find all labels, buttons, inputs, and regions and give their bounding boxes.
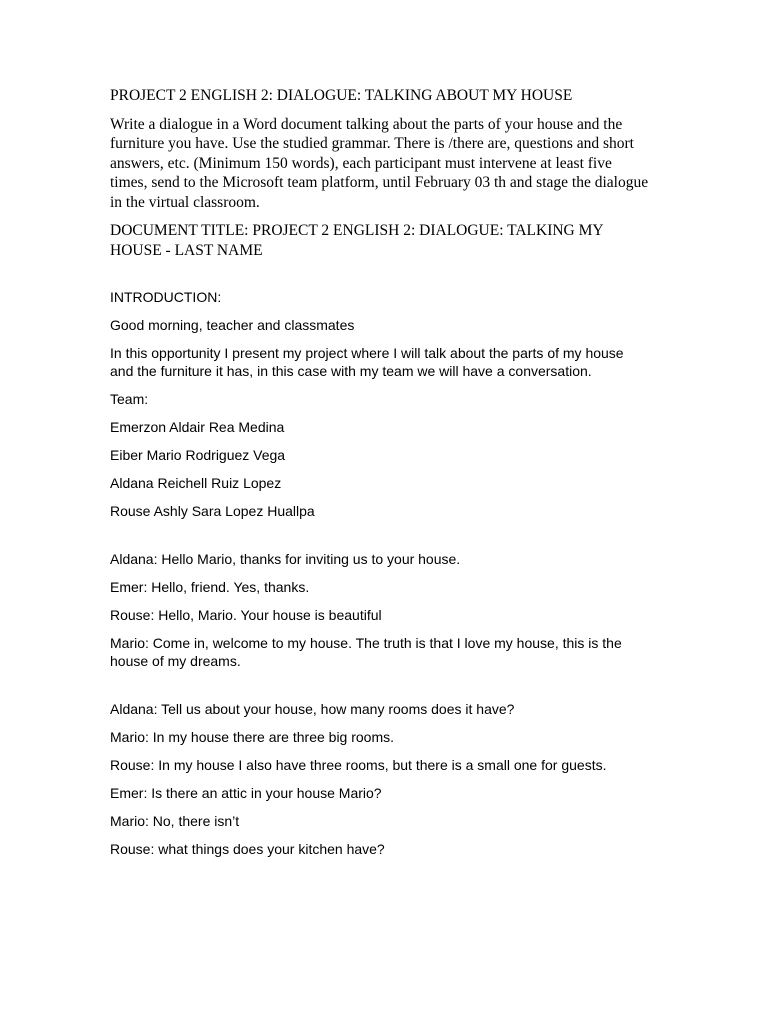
team-label: Team: [110,391,149,407]
dialogue-line: Rouse: what things does your kitchen have? [110,841,385,857]
document-title: PROJECT 2 ENGLISH 2: DIALOGUE: TALKING ABOUT MY HOUSE [110,87,573,104]
assignment-instructions: Write a dialogue in a Word document talking about the parts of your house and the furniture you have. Use the studied grammar. There is /there are, questions and short answers, etc. (Minimum 150 words), each participant must intervene at least five times, send to the Microsoft team platform, until February 03 th and stage the dialogue in the virtual classroom. [110,115,649,211]
dialogue-line: Aldana: Hello Mario, thanks for inviting us to your house. [110,551,461,567]
document-title-format: DOCUMENT TITLE: PROJECT 2 ENGLISH 2: DIALOGUE: TALKING MY HOUSE - LAST NAME [110,222,604,259]
document-body [110,86,650,868]
dialogue-line: Mario: Come in, welcome to my house. The truth is that I love my house, this is the house of my dreams. [110,635,622,669]
dialogue-line: Emer: Hello, friend. Yes, thanks. [110,579,310,595]
dialogue-line: Emer: Is there an attic in your house Mario? [110,785,382,801]
dialogue-line: Aldana: Tell us about your house, how many rooms does it have? [110,701,515,717]
dialogue-line: Rouse: Hello, Mario. Your house is beautiful [110,607,382,623]
dialogue-line: Mario: In my house there are three big rooms. [110,729,395,745]
introduction-description: In this opportunity I present my project where I will talk about the parts of my house and the furniture it has, in this case with my team we will have a conversation. [110,345,624,379]
introduction-heading: INTRODUCTION: [110,289,222,305]
team-member: Rouse Ashly Sara Lopez Huallpa [110,503,315,519]
team-member: Emerzon Aldair Rea Medina [110,419,285,435]
introduction-greeting: Good morning, teacher and classmates [110,317,355,333]
team-member: Aldana Reichell Ruiz Lopez [110,475,282,491]
dialogue-line: Mario: No, there isn’t [110,813,240,829]
dialogue-line: Rouse: In my house I also have three rooms, but there is a small one for guests. [110,757,607,773]
team-member: Eiber Mario Rodriguez Vega [110,447,286,463]
